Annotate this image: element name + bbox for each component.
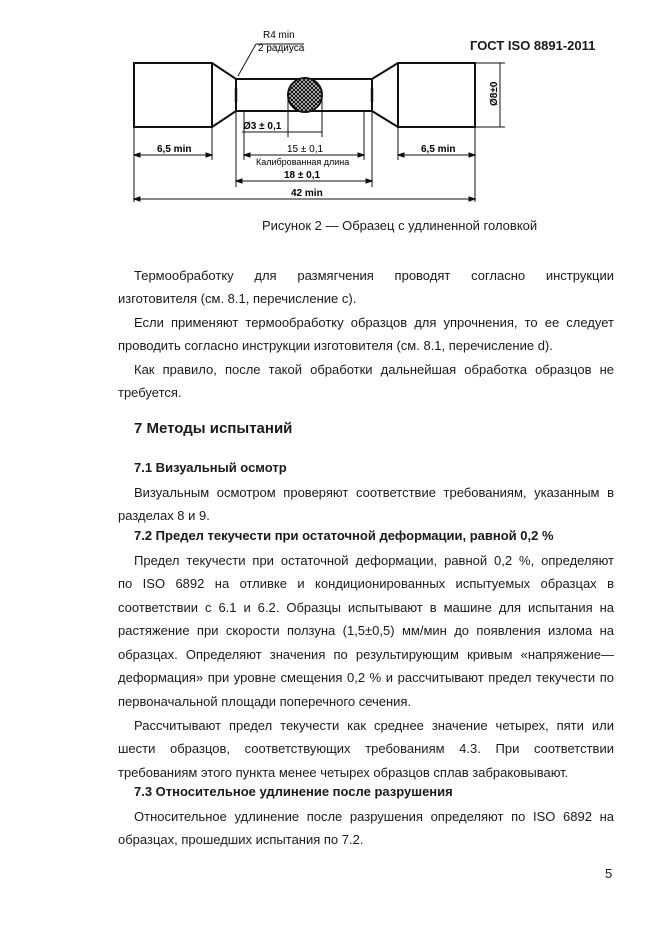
- cross-section-circle: [288, 78, 322, 112]
- section-7-1-heading: 7.1 Визуальный осмотр: [134, 460, 287, 475]
- page-number: 5: [605, 866, 613, 881]
- radius-count-label: 2 радиуса: [258, 43, 305, 54]
- s72-p2-line-3: требованиям этого пункта менее четырех образцов сплав забраковывают.: [118, 765, 569, 780]
- s72-p1-line-2: по ISO 6892 на отливке и кондиционированных испытуемых образцах в: [118, 576, 614, 591]
- s71-line-2: разделах 8 и 9.: [118, 508, 210, 523]
- section-7-2-heading: 7.2 Предел текучести при остаточной деформации, равной 0,2 %: [134, 528, 554, 543]
- s72-p2-line-1: Рассчитывают предел текучести как среднее значение четырех, пяти или: [134, 718, 614, 733]
- s73-line-2: образцах, прошедших испытания по 7.2.: [118, 832, 364, 847]
- grip-length-right-label: 6,5 min: [421, 144, 456, 155]
- para-1-line-1: Термообработку для размягчения проводят согласно инструкции: [134, 268, 614, 283]
- section-7-3-heading: 7.3 Относительное удлинение после разрушения: [134, 784, 453, 799]
- gauge-length-value: 15 ± 0,1: [287, 144, 324, 155]
- s72-p1-line-7: первоначальной площади поперечного сечения.: [118, 694, 412, 709]
- section-7-heading: 7 Методы испытаний: [134, 420, 293, 437]
- gauge-length-text: Калиброванная длина: [256, 157, 350, 167]
- s72-p1-line-3: соответствии с 6.1 и 6.2. Образцы испытывают в машине для испытания на: [118, 600, 614, 615]
- para-2-line-1: Если применяют термообработку образцов для упрочнения, то ее следует: [134, 315, 614, 330]
- gauge-diameter-label: Ø3 ± 0,1: [243, 121, 282, 132]
- grip-length-left-label: 6,5 min: [157, 144, 192, 155]
- s71-line-1: Визуальным осмотром проверяют соответствие требованиям, указанным в: [134, 485, 614, 500]
- s72-p1-line-4: растяжение при скорости ползуна (1,5±0,5) мм/мин до появления излома на: [118, 623, 614, 638]
- s72-p1-line-6: деформация» при уровне смещения 0,2 % и рассчитывают предел текучести по: [118, 670, 614, 685]
- para-2-line-2: проводить согласно инструкции изготовителя (см. 8.1, перечисление d).: [118, 338, 553, 353]
- s72-p1-line-5: образцах. Определяют значения по результирующим кривым «напряжение—: [118, 647, 614, 662]
- grip-diameter-label: Ø8±0: [489, 81, 500, 106]
- para-1-line-2: изготовителя (см. 8.1, перечисление с).: [118, 291, 357, 306]
- s72-p1-line-1: Предел текучести при остаточной деформации, равной 0,2 %, определяют: [134, 553, 614, 568]
- parallel-length-label: 18 ± 0,1: [284, 170, 321, 181]
- s72-p2-line-2: шести образцов, соответствующих требованиям 4.3. При соответствии: [118, 741, 614, 756]
- radius-label: R4 min: [263, 30, 295, 41]
- specimen-drawing: [0, 0, 661, 240]
- para-3-line-1: Как правило, после такой обработки дальнейшая обработка образцов не: [134, 362, 614, 377]
- figure-caption: Рисунок 2 — Образец с удлиненной головкой: [262, 218, 538, 233]
- s73-line-1: Относительное удлинение после разрушения определяют по ISO 6892 на: [134, 809, 614, 824]
- total-length-label: 42 min: [291, 188, 323, 199]
- para-3-line-2: требуется.: [118, 385, 182, 400]
- standard-designation: ГОСТ ISO 8891-2011: [470, 38, 596, 53]
